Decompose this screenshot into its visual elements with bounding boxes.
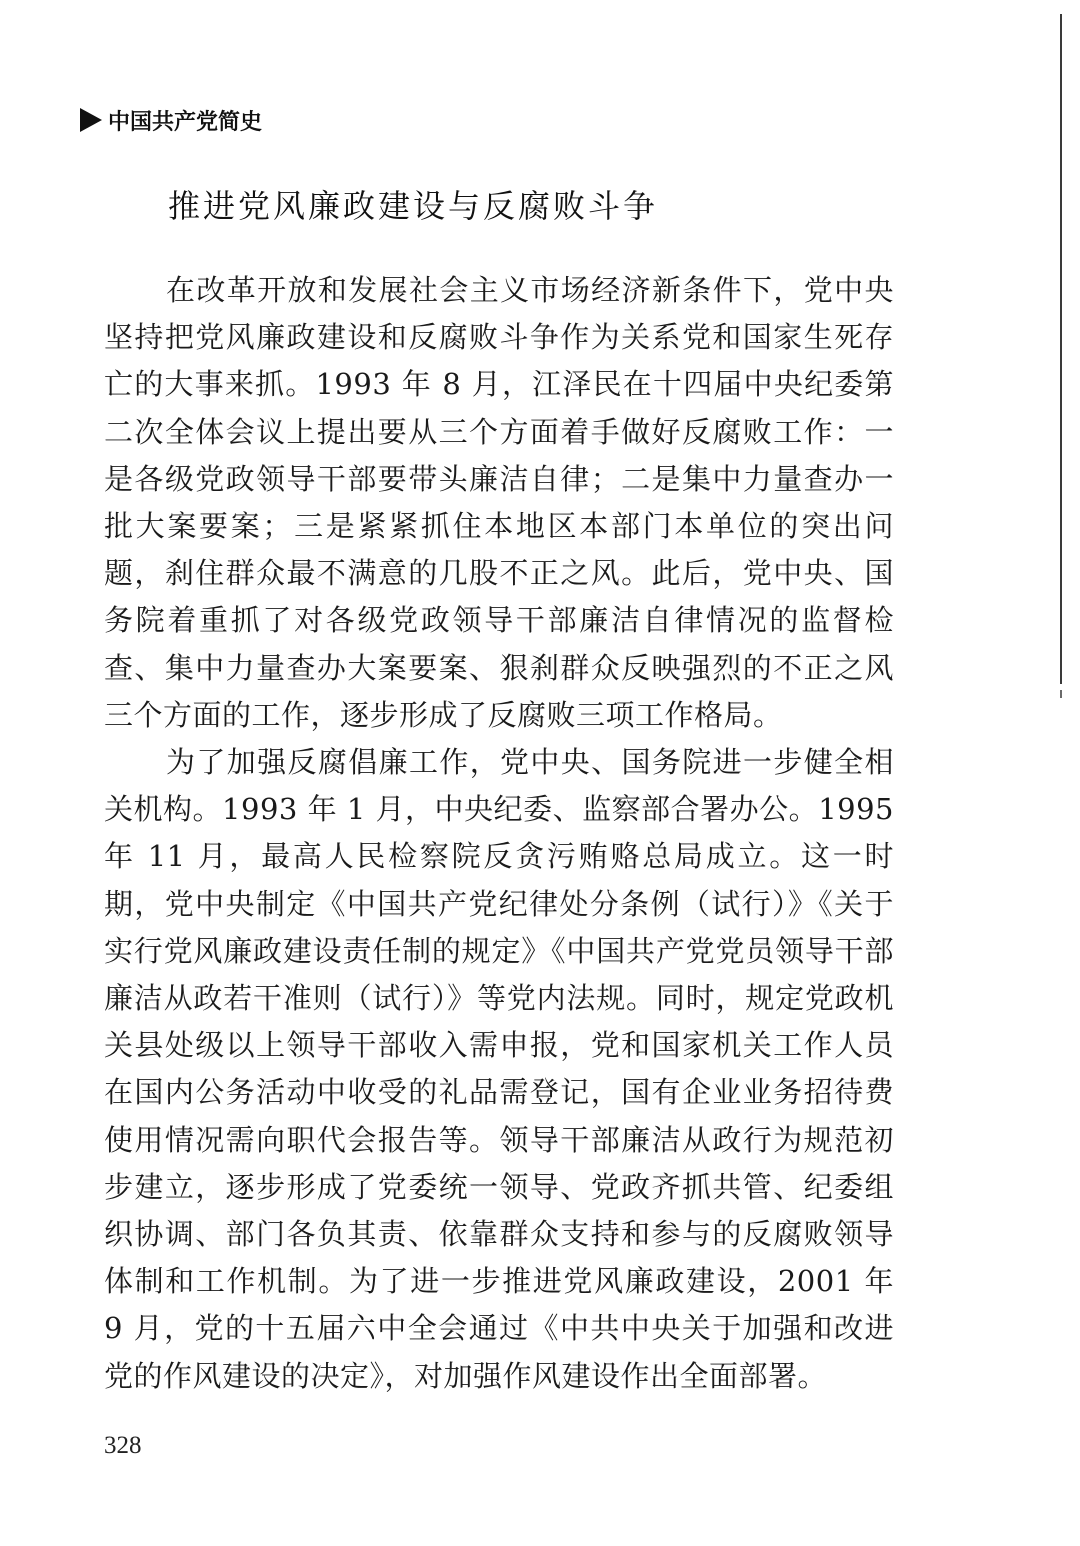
paragraph-2: 为了加强反腐倡廉工作，党中央、国务院进一步健全相关机构。1993 年 1 月，中央纪委、监察部合署办公。1995 年 11 月，最高人民检察院反贪污贿赂总局成立。这一时期，党中央制定《中国共产党纪律处分条例（试行）》《关于实行党风廉政建设责任制的规定》《中国共产党党员领导干部廉洁从政若干准则（试行）》等党内法规。同时，规定党政机关县处级以上领导干部收入需申报，党和国家机关工作人员在国内公务活动中收受的礼品需登记，国有企业业务招待费使用情况需向职代会报告等。领导干部廉洁从政行为规范初步建立，逐步形成了党委统一领导、党政齐抓共管、纪委组织协调、部门各负其责、依靠群众支持和参与的反腐败领导体制和工作机制。为了进一步推进党风廉政建设，2001 年 9 月，党的十五届六中全会通过《中共中央关于加强和改进党的作风建设的决定》，对加强作风建设作出全面部署。 — [104, 745, 894, 1393]
section-title: 推进党风廉政建设与反腐败斗争 — [168, 187, 659, 225]
page-edge-line — [1060, 14, 1062, 684]
paragraph-1: 在改革开放和发展社会主义市场经济新条件下，党中央坚持把党风廉政建设和反腐败斗争作为关系党和国家生死存亡的大事来抓。1993 年 8 月，江泽民在十四届中央纪委第二次全体会议上提出要从三个方面着手做好反腐败工作：一是各级党政领导干部要带头廉洁自律；二是集中力量查办一批大案要案；三是紧紧抓住本地区本部门本单位的突出问题，刹住群众最不满意的几股不正之风。此后，党中央、国务院着重抓了对各级党政领导干部廉洁自律情况的监督检查、集中力量查办大案要案、狠刹群众反映强烈的不正之风三个方面的工作，逐步形成了反腐败三项工作格局。 — [104, 273, 894, 732]
body-text — [104, 267, 894, 1400]
page-number: 328 — [104, 1432, 142, 1459]
running-header-title: 中国共产党简史 — [108, 109, 263, 135]
running-header — [80, 104, 262, 136]
page-edge-mark — [1060, 690, 1062, 698]
triangle-right-icon — [80, 108, 102, 132]
